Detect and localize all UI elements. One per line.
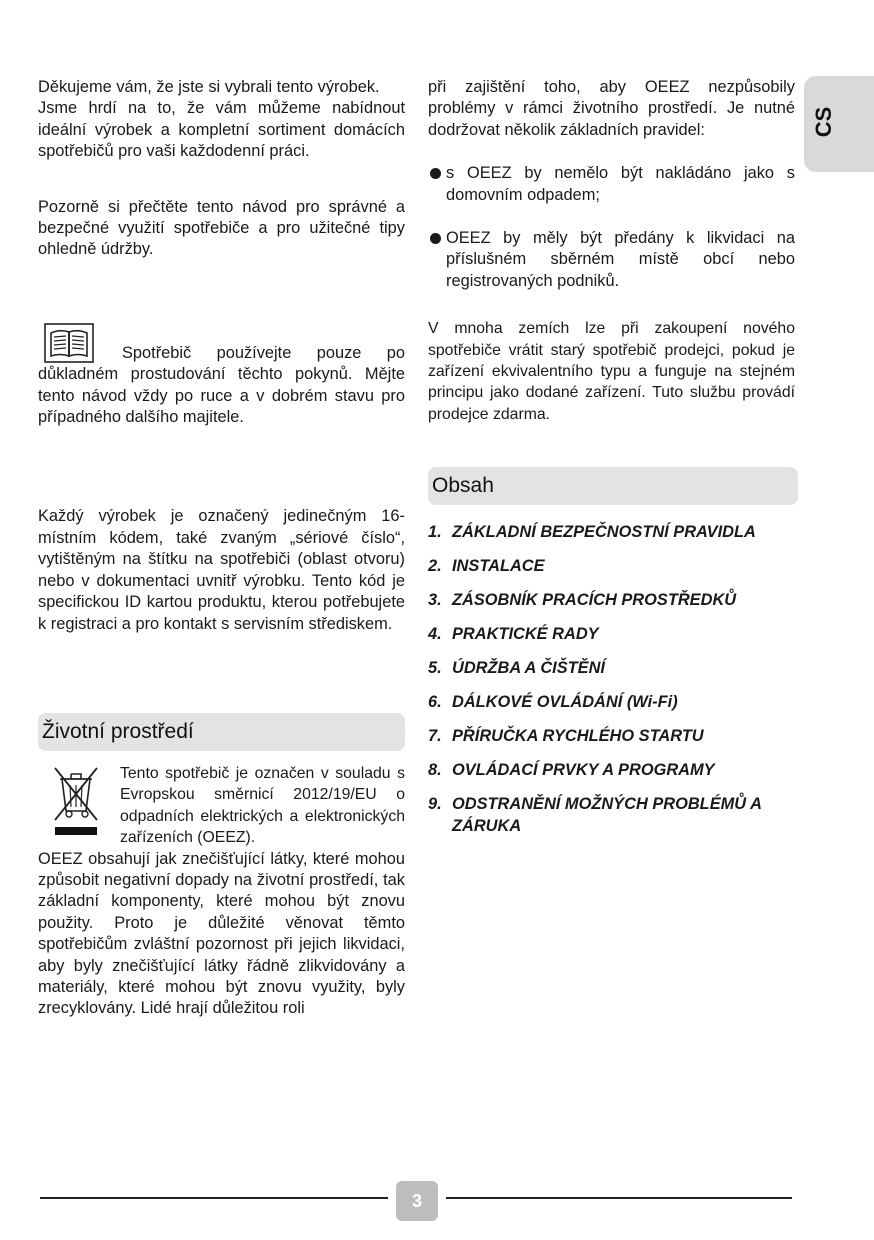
- manual-note-text: Spotřebič používejte pouze po důkladném prostudování těchto pokynů. Mějte tento návod vždy po ruce a v dobrém stavu pro případného dalšího majitele.: [38, 343, 405, 427]
- read-manual-paragraph: Pozorně si přečtěte tento návod pro správné a bezpečné využití spotřebiče a pro užitečné tipy ohledně údržby.: [38, 197, 405, 259]
- toc-item[interactable]: 9. ODSTRANĚNÍ MOŽNÝCH PROBLÉMŮ A ZÁRUKA: [428, 795, 762, 836]
- language-tab: [804, 76, 874, 172]
- weee-directive-text: Tento spotřebič je označen v souladu s Evropskou směrnicí 2012/19/EU o odpadních elektrických a elektronických zařízeních (OEEZ).: [120, 764, 405, 847]
- toc-item[interactable]: 2. INSTALACE: [428, 557, 545, 576]
- crossed-bin-icon: [52, 765, 100, 837]
- serial-number-paragraph: Každý výrobek je označený jedinečným 16-místním kódem, také zvaným „sériové číslo“, vytištěným na štítku na spotřebiči (oblast otvoru) nebo v dokumentaci uvnitř výrobku. Tento kód je specifickou ID kartou produktu, kterou potřebujete k registraci a pro kontakt s servisním střediskem.: [38, 507, 405, 633]
- disposal-rules-list: [428, 163, 795, 292]
- environment-heading: Životní prostředí: [38, 713, 405, 751]
- toc-item[interactable]: 6. DÁLKOVÉ OVLÁDÁNÍ (Wi-Fi): [428, 693, 678, 712]
- footer-rule-right: [446, 1197, 792, 1199]
- toc-item[interactable]: 7. PŘÍRUČKA RYCHLÉHO STARTU: [428, 727, 704, 746]
- toc-item[interactable]: 4. PRAKTICKÉ RADY: [428, 625, 599, 644]
- toc-item[interactable]: 3. ZÁSOBNÍK PRACÍCH PROSTŘEDKŮ: [428, 591, 737, 610]
- right-column: [428, 77, 795, 849]
- environment-body-right: při zajištění toho, aby OEEZ nezpůsobily problémy v rámci životního prostředí. Je nutné dodržovat několik základních pravidel:: [428, 78, 795, 139]
- toc-item[interactable]: 8. OVLÁDACÍ PRVKY A PROGRAMY: [428, 761, 715, 780]
- environment-body-left: OEEZ obsahují jak znečišťující látky, které mohou způsobit negativní dopady na životní prostředí, tak základní komponenty, které mohou být znovu použity. Proto je důležité věnovat těmto spotřebičům zvláštní pozornost při jejich likvidaci, aby byly znečišťující látky řádně zlikvidovány a materiály, které mohou být znovu využity, byly zrecyklovány. Lidé hrají důležitou roli: [38, 849, 405, 1018]
- toc-item[interactable]: 1. ZÁKLADNÍ BEZPEČNOSTNÍ PRAVIDLA: [428, 523, 756, 542]
- toc-item[interactable]: 5. ÚDRŽBA A ČIŠTĚNÍ: [428, 659, 605, 678]
- return-old-appliance-paragraph: V mnoha zemích lze při zakoupení nového spotřebiče vrátit starý spotřebič prodejci, pokud je zařízení ekvivalentního typu a funguje na stejném principu jako dodané zařízení. Tuto službu provádí prodejce zdarma.: [428, 320, 795, 423]
- list-item: OEEZ by měly být předány k likvidaci na příslušném sběrném místě obcí nebo registrovaných podniků.: [428, 228, 795, 292]
- footer-rule-left: [40, 1197, 388, 1199]
- table-of-contents: [428, 521, 795, 837]
- page-number: 3: [396, 1181, 438, 1221]
- open-book-icon: [44, 323, 94, 363]
- weee-note: [38, 763, 405, 849]
- language-code: CS: [811, 106, 836, 138]
- intro-paragraph: Děkujeme vám, že jste si vybrali tento výrobek. Jsme hrdí na to, že vám můžeme nabídnout ideální výrobek a kompletní sortiment domácích spotřebičů pro vaši každodenní práci.: [38, 78, 405, 161]
- left-column: [38, 77, 405, 1020]
- manual-note: [38, 323, 405, 429]
- list-item: s OEEZ by nemělo být nakládáno jako s domovním odpadem;: [428, 163, 795, 206]
- toc-heading: Obsah: [428, 467, 798, 505]
